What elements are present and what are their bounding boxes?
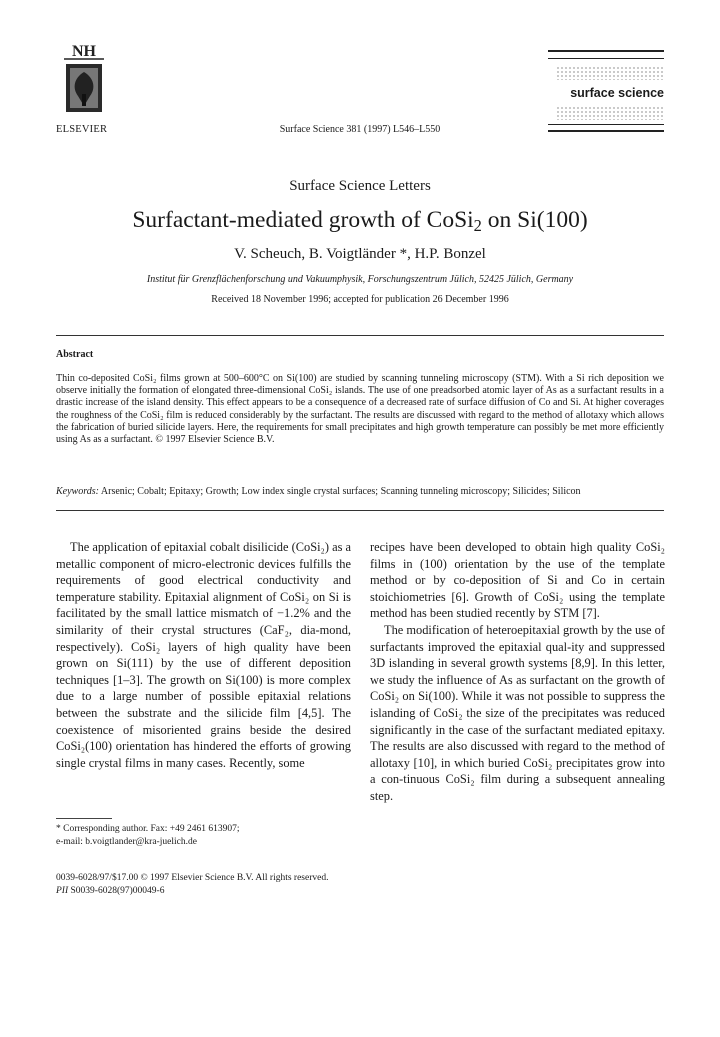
body-paragraph: The application of epitaxial cobalt disilicide (CoSi₂) as a metallic component of micro-electronic devices fulfills the requirements of good electrical conductivity and temperature stability. Epitaxial alignment of CoSi₂ on Si is facilitated by the small lattice mismatch of −1.2% and the similarity of their crystal structures (CaF₂, dia-mond, respectively). CoSi₂ layers of high quality have been grown on Si(111) by the use of different deposition techniques [1–3]. The growth on Si(100) is more complex due to a large number of possible epitaxial relations between the substrate and the silicide film [4,5]. The coexistence of misoriented grains beside the desired CoSi₂(100) orientation has hindered the efforts of growing single crystal films in many cases. Recently, some: [56, 540, 351, 770]
pii-line: [56, 885, 328, 898]
footnote-corresponding-author: * Corresponding author. Fax: +49 2461 613907;: [56, 824, 240, 834]
body-column-left: [56, 539, 351, 771]
footnote-email: e-mail: b.voigtlander@kra-juelich.de: [56, 837, 197, 847]
keywords: [56, 486, 664, 497]
brand-rule-bottom-thin: [548, 124, 664, 125]
brand-rule-top-thin: [548, 58, 664, 59]
footnote: [56, 823, 356, 849]
publisher-name: ELSEVIER: [56, 124, 108, 135]
paper-title-subscript: 2: [473, 216, 482, 236]
received-dates: Received 18 November 1996; accepted for publication 26 December 1996: [211, 294, 509, 305]
logo-nh-lettering: NH: [72, 43, 96, 60]
elsevier-tree-logo-icon: [56, 40, 112, 118]
footnote-rule: [56, 818, 112, 819]
divider-bottom: [56, 510, 664, 511]
authors: V. Scheuch, B. Voigtländer *, H.P. Bonzel: [234, 246, 486, 262]
body-paragraph: The modification of heteroepitaxial growth by the use of surfactants improved the epitaxial qual-ity and suppressed 3D islanding in several growth systems [8,9]. In this letter, we study the influence of As as surfactant on the growth of CoSi₂ on Si(100). While it was not possible to suppress the islanding of CoSi₂ the size of the precipitates was reduced significantly in the case of the surfactant mediated epitaxy. The results are also discussed with regard to the method of allotaxy [10], in which buried CoSi₂ precipitates grow into a con-tinuous CoSi₂ film during a subsequent annealing step.: [370, 622, 665, 803]
brand-pattern-bottom: [556, 106, 664, 120]
body-paragraph: recipes have been developed to obtain high quality CoSi₂ films in (100) orientation by the use of the template method or by co-deposition of Si and Co in certain stoichiometries [6]. Growth of CoSi₂ using the template method has been studied recently by STM [7].: [370, 540, 665, 621]
copyright: [56, 872, 328, 898]
paper-title-end: on Si(100): [481, 207, 588, 233]
pii-value: S0039-6028(97)00049-6: [68, 886, 165, 896]
keywords-list: Arsenic; Cobalt; Epitaxy; Growth; Low index single crystal surfaces; Scanning tunneling microscopy; Silicides; Silicon: [100, 486, 581, 497]
abstract-heading: Abstract: [56, 349, 94, 360]
abstract-text: Thin co-deposited CoSi₂ films grown at 500–600°C on Si(100) are studied by scanning tunneling microscopy (STM). With a Si rich deposition we observe initially the formation of elongated three-dimensional CoSi₂ islands. The use of one preadsorbed atomic layer of As as a surfactant results in a drastic increase of the island density. This effect appears to be a consequence of a decreased rate of surface diffusion of Co and Si. At higher coverages the roughness of the CoSi₂ film is reduced considerably by the surfactant. The results are discussed with regard to the method of allotaxy which allows the fabrication of buried silicide layers. Here, the requirements for small precipitates and high growth temperature can possibly be met more efficiently using As as a surfactant. © 1997 Elsevier Science B.V.: [56, 373, 664, 446]
brand-rule-bottom: [548, 130, 664, 132]
copyright-line: 0039-6028/97/$17.00 © 1997 Elsevier Science B.V. All rights reserved.: [56, 873, 329, 883]
brand-rule-top: [548, 50, 664, 52]
body-column-right: [370, 539, 665, 805]
affiliation: Institut für Grenzflächenforschung und Vakuumphysik, Forschungszentrum Jülich, 52425 Jülich, Germany: [146, 274, 574, 285]
journal-brand: [548, 44, 664, 144]
brand-pattern-top: [556, 66, 664, 80]
paper-title: [0, 207, 720, 234]
section-title: Surface Science Letters: [289, 178, 431, 194]
keywords-label: Keywords:: [56, 486, 99, 497]
journal-citation: Surface Science 381 (1997) L546–L550: [279, 124, 441, 135]
journal-name: surface science: [570, 86, 664, 100]
paper-title-main: Surfactant-mediated growth of CoSi: [132, 207, 474, 233]
elsevier-logo: [56, 40, 112, 118]
pii-label: PII: [56, 886, 69, 896]
divider-top: [56, 335, 664, 336]
